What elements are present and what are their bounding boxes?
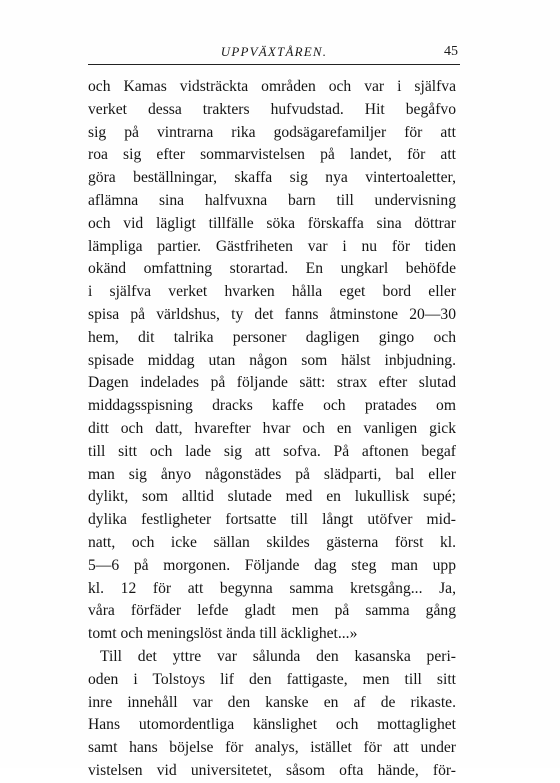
- text-line: till sitt och lade sig att sofva. På aftonen begaf: [88, 442, 456, 460]
- body-text: [88, 76, 456, 783]
- text-line: göra beställningar, skaffa sig nya vintertoaletter,: [88, 169, 456, 187]
- text-line: roa sig efter sommarvistelsen på landet, för att: [88, 146, 456, 164]
- text-line: sig på vintrarna rika godsägarefamiljer för att: [88, 123, 456, 141]
- text-line: 5—6 på morgonen. Följande dag steg man upp: [88, 556, 456, 574]
- text-line: Dagen indelades på följande sätt: strax efter slutad: [88, 374, 456, 392]
- text-line: dylikt, som alltid slutade med en lukullisk supé;: [88, 488, 456, 506]
- text-line: vistelsen vid universitetet, såsom ofta hände, för-: [88, 761, 456, 779]
- text-line: hem, dit talrika personer dagligen gingo och: [88, 328, 456, 346]
- text-line: spisade middag utan någon som hälst inbjudning.: [88, 351, 456, 369]
- page-header: [88, 44, 460, 66]
- text-line: i själfva verket hvarken hålla eget bord eller: [88, 283, 456, 301]
- text-line: aflämna sina halfvuxna barn till undervisning: [88, 191, 456, 209]
- text-line: verket dessa trakters hufvudstad. Hit begåfvo: [88, 100, 456, 118]
- text-line: våra förfäder lefde gladt men på samma gång: [88, 602, 456, 620]
- text-line: spisa på världshus, ty det fanns åtminstone 20—30: [88, 305, 456, 323]
- page-number: 45: [444, 44, 458, 59]
- text-line: middagsspisning dracks kaffe och pratades om: [88, 397, 456, 415]
- text-line: tomt och meningslöst ända till äcklighet...»: [88, 625, 358, 643]
- text-line: kl. 12 för att begynna samma kretsgång... Ja,: [88, 579, 456, 597]
- text-line: lämpliga partier. Gästfriheten var i nu för tiden: [88, 237, 456, 255]
- running-title: UPPVÄXTÅREN.: [220, 44, 328, 59]
- header-rule: [88, 64, 460, 65]
- text-line: samt hans böjelse för analys, istället för att under: [88, 739, 456, 757]
- text-line: okänd omfattning storartad. En ungkarl behöfde: [88, 260, 456, 278]
- text-line: man sig ånyo någonstädes på slädparti, bal eller: [88, 465, 456, 483]
- text-line: ditt och datt, hvarefter hvar och en vanligen gick: [88, 419, 456, 437]
- text-line: och vid lägligt tillfälle söka förskaffa sina döttrar: [88, 214, 456, 232]
- text-line: inre innehåll var den kanske en af de rikaste.: [88, 693, 456, 711]
- text-line: dylika festligheter fortsatte till långt utöfver mid-: [88, 511, 456, 529]
- text-line: och Kamas vidsträckta områden och var i själfva: [88, 78, 456, 95]
- text-line: Hans utomordentliga känslighet och mottaglighet: [88, 716, 456, 734]
- text-line: oden i Tolstoys lif den fattigaste, men till sitt: [88, 670, 456, 688]
- text-line: Till det yttre var sålunda den kasanska peri-: [100, 647, 456, 665]
- text-line: natt, och icke sällan skildes gästerna först kl.: [88, 533, 456, 551]
